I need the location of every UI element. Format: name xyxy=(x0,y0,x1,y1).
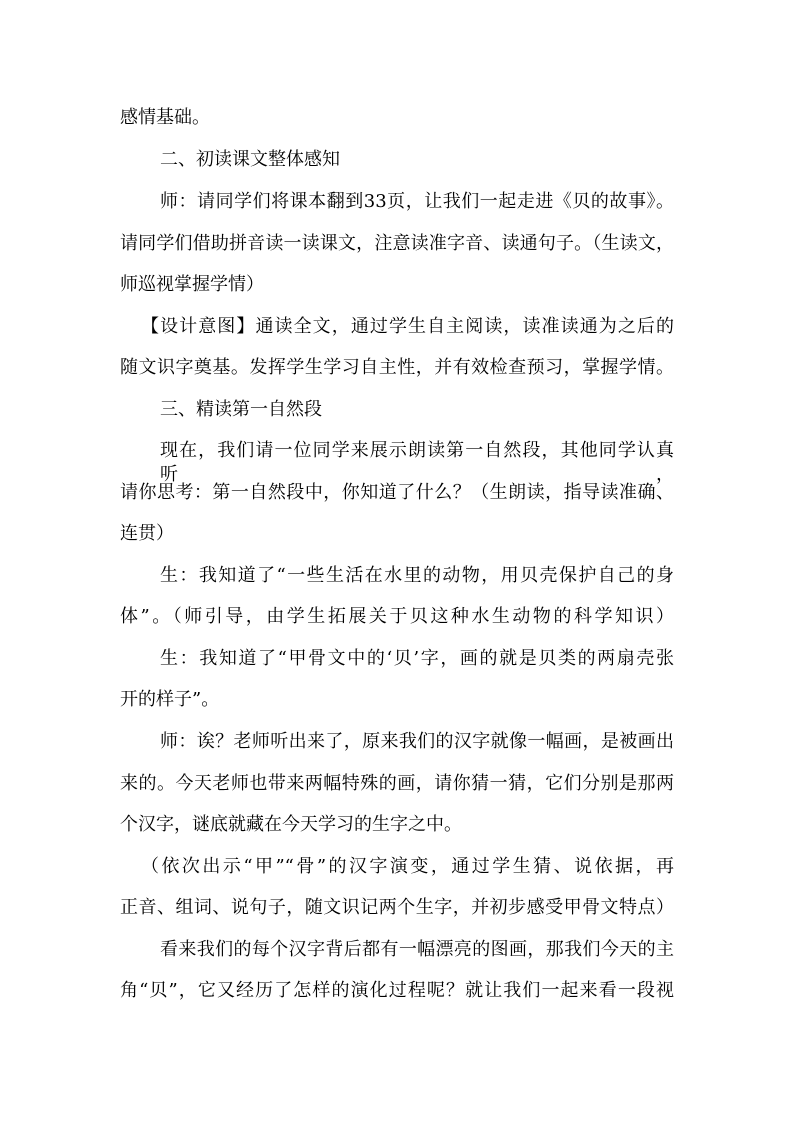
text-line: 生：我知道了“甲骨文中的‘贝’字，画的就是贝类的两扇壳张 xyxy=(160,648,674,669)
text-line: 来的。今天老师也带来两幅特殊的画，请你猜一猜，它们分别是那两 xyxy=(120,773,674,794)
text-line: 请你思考：第一自然段中，你知道了什么？（生朗读，指导读准确、 xyxy=(120,482,674,503)
text-line: （依次出示“甲”“骨”的汉字演变，通过学生猜、说依据，再 xyxy=(141,856,674,877)
text-line: 开的样子”。 xyxy=(120,689,220,710)
section-heading: 二、初读课文整体感知 xyxy=(160,149,340,170)
text-line: 角“贝”，它又经历了怎样的演化过程呢？就让我们一起来看一段视 xyxy=(120,980,674,1001)
text-line: 随文识字奠基。发挥学生学习自主性，并有效检查预习，掌握学情。 xyxy=(120,357,674,378)
text-line: 正音、组词、说句子，随文识记两个生字，并初步感受甲骨文特点） xyxy=(120,897,674,918)
text-line: 现在，我们请一位同学来展示朗读第一自然段，其他同学认真听， xyxy=(160,440,674,485)
text-line: 【设计意图】通读全文，通过学生自主阅读，读准读通为之后的 xyxy=(141,316,674,337)
text-line: 生：我知道了“一些生活在水里的动物，用贝壳保护自己的身 xyxy=(160,565,674,586)
text-line: 师：请同学们将课本翻到33页，让我们一起走进《贝的故事》。 xyxy=(160,191,674,212)
text-line: 感情基础。 xyxy=(120,107,210,128)
text-line: 请同学们借助拼音读一读课文，注意读准字音、读通句子。（生读文， xyxy=(120,233,674,254)
text-line: 看来我们的每个汉字背后都有一幅漂亮的图画，那我们今天的主 xyxy=(160,939,674,960)
text-line: 师巡视掌握学情） xyxy=(120,274,264,295)
text-line: 体”。（师引导，由学生拓展关于贝这种水生动物的科学知识） xyxy=(120,606,674,627)
text-line: 连贯） xyxy=(120,523,174,544)
text-line: 个汉字，谜底就藏在今天学习的生字之中。 xyxy=(120,814,462,835)
text-line: 师：诶？老师听出来了，原来我们的汉字就像一幅画，是被画出 xyxy=(160,731,674,752)
section-heading: 三、精读第一自然段 xyxy=(160,399,322,420)
